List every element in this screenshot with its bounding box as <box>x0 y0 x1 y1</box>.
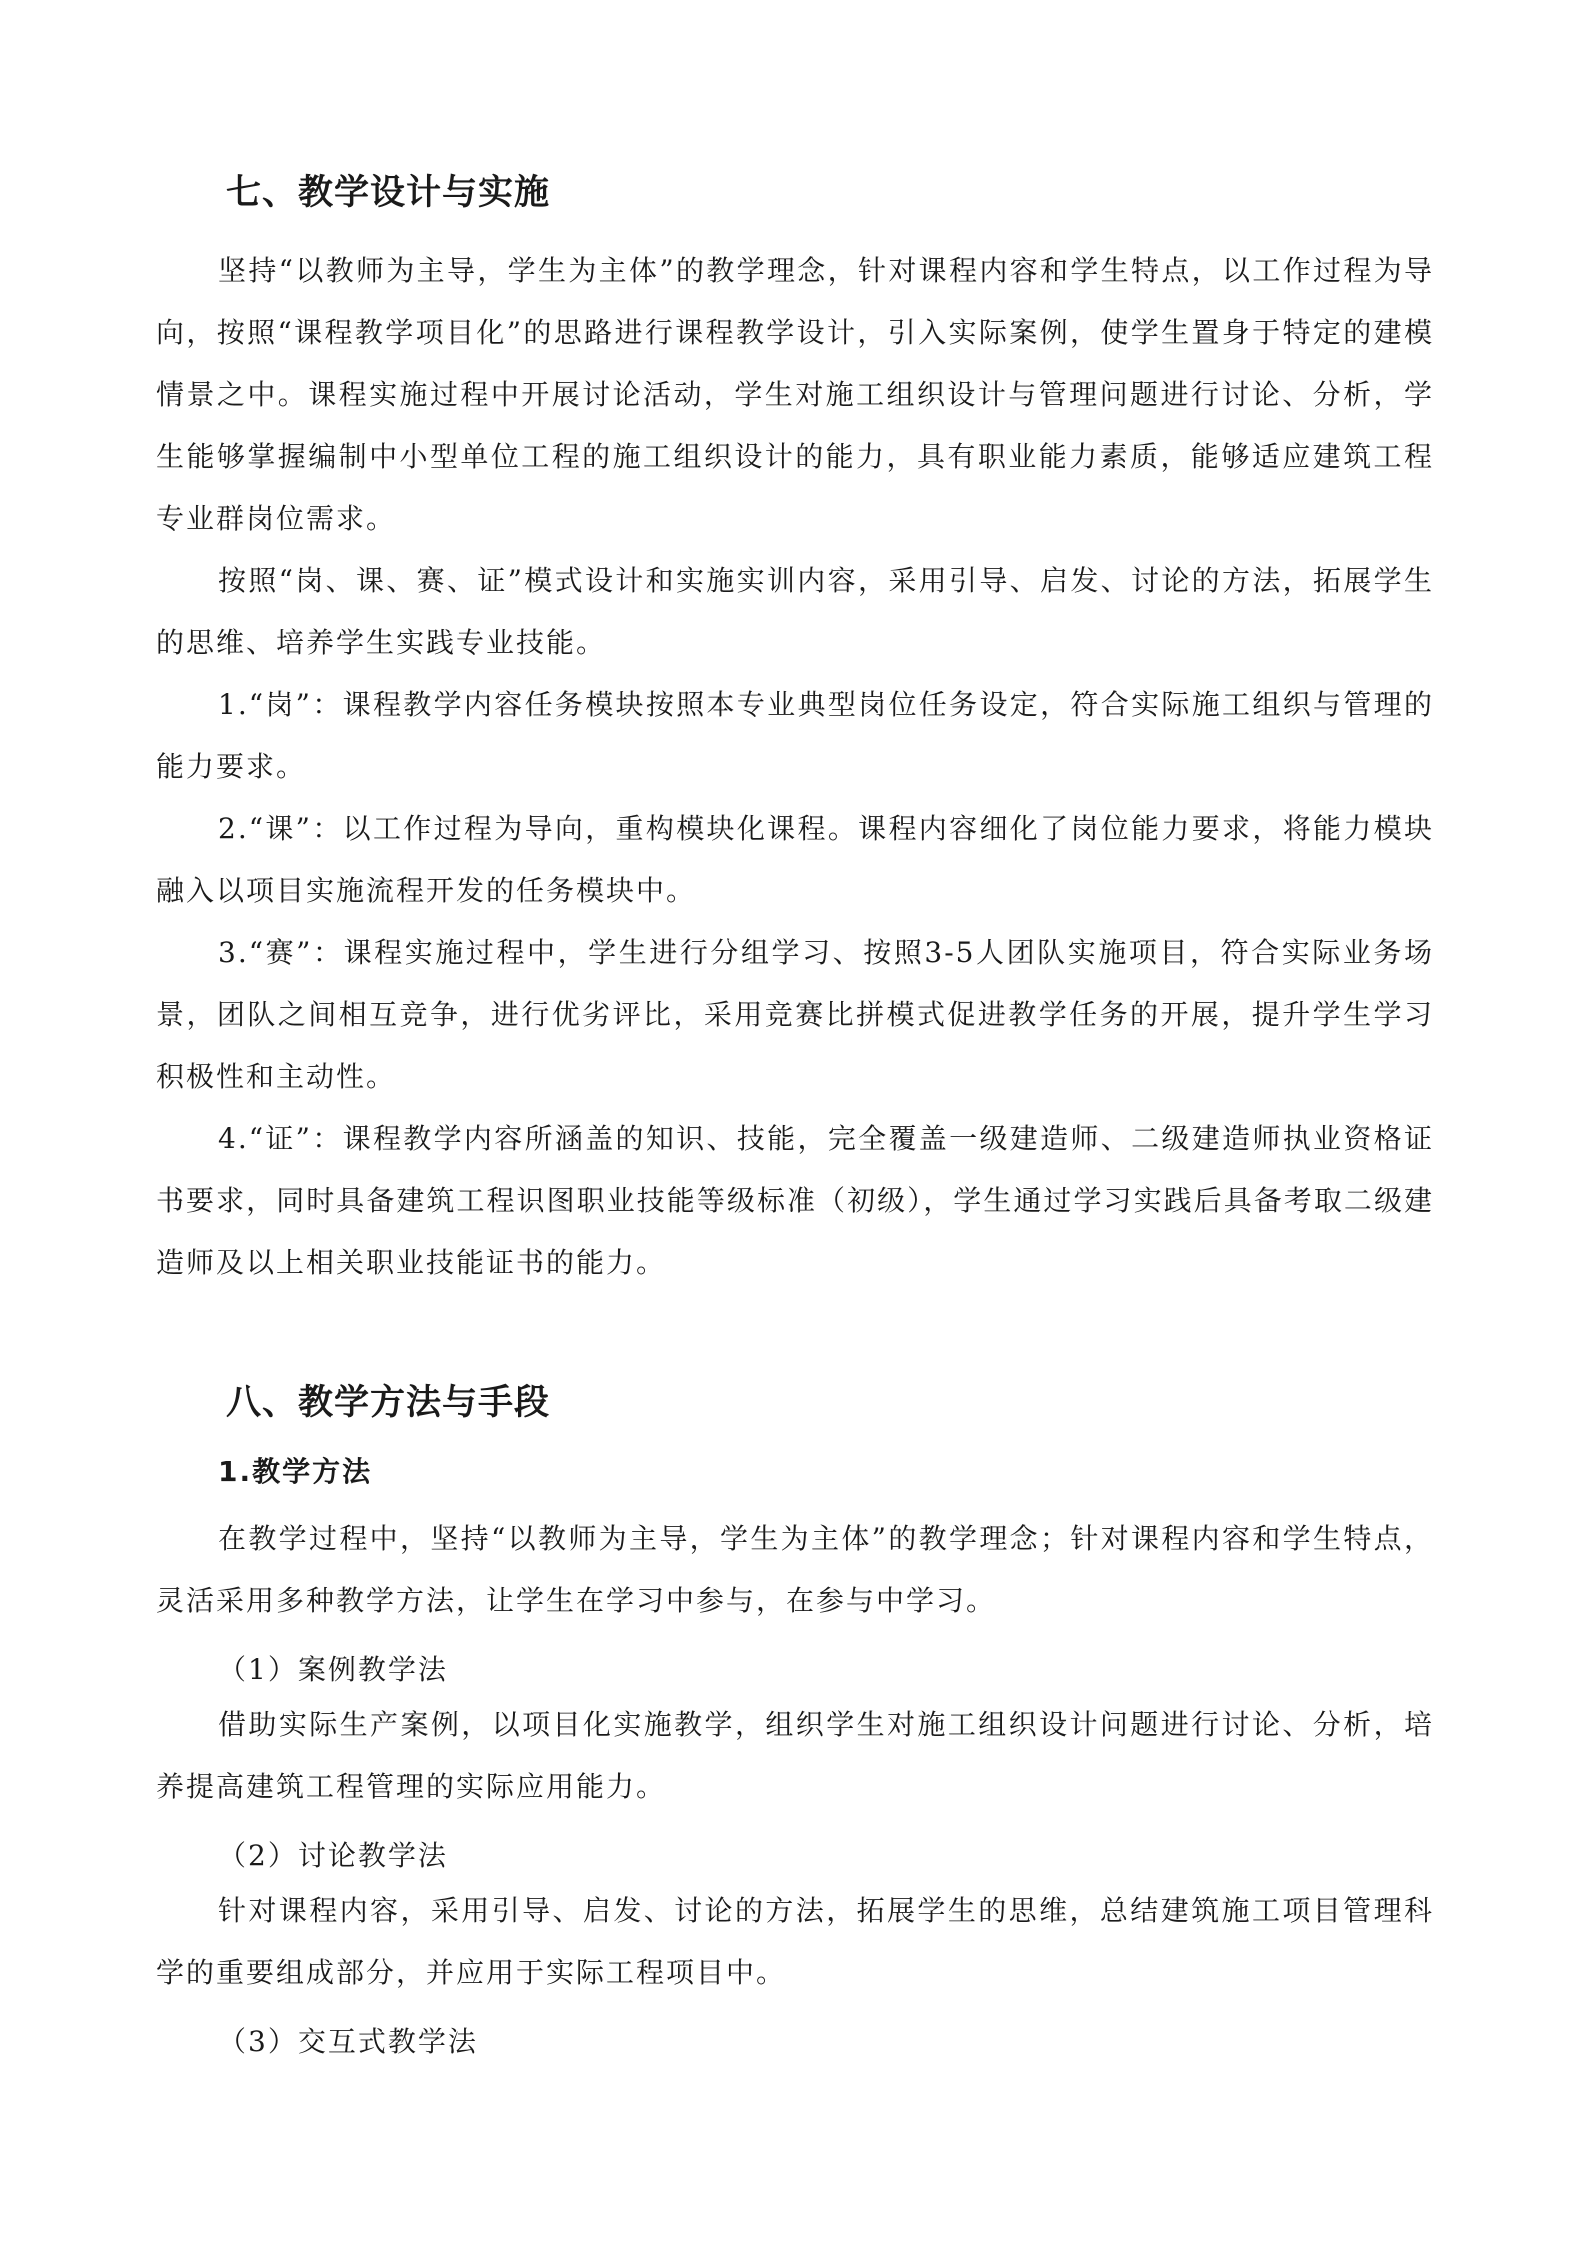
method-3-title: （3）交互式教学法 <box>218 2025 478 2058</box>
method-2-title: （2）讨论教学法 <box>218 1839 448 1872</box>
section-7-paragraph-2: 按照“岗、课、赛、证”模式设计和实施实训内容，采用引导、启发、讨论的方法，拓展学生的思维、培养学生实践专业技能。 <box>156 564 1434 659</box>
section-7-item-zheng: 4.“证”：课程教学内容所涵盖的知识、技能，完全覆盖一级建造师、二级建造师执业资格证书要求，同时具备建筑工程识图职业技能等级标准（初级），学生通过学习实践后具备考取二级建造师及以上相关职业技能证书的能力。 <box>156 1122 1434 1279</box>
method-2-text: 针对课程内容，采用引导、启发、讨论的方法，拓展学生的思维，总结建筑施工项目管理科学的重要组成部分，并应用于实际工程项目中。 <box>156 1894 1434 1989</box>
method-1-title: （1）案例教学法 <box>218 1653 448 1686</box>
section-8-heading: 八、教学方法与手段 <box>226 1383 551 1423</box>
section-8-subheading: 1.教学方法 <box>218 1455 373 1488</box>
section-7-item-gang: 1.“岗”：课程教学内容任务模块按照本专业典型岗位任务设定，符合实际施工组织与管理的能力要求。 <box>156 688 1434 783</box>
section-7-item-ke: 2.“课”：以工作过程为导向，重构模块化课程。课程内容细化了岗位能力要求，将能力模块融入以项目实施流程开发的任务模块中。 <box>156 812 1434 907</box>
method-1-text: 借助实际生产案例，以项目化实施教学，组织学生对施工组织设计问题进行讨论、分析，培养提高建筑工程管理的实际应用能力。 <box>156 1708 1434 1803</box>
section-8-intro: 在教学过程中，坚持“以教师为主导，学生为主体”的教学理念；针对课程内容和学生特点，灵活采用多种教学方法，让学生在学习中参与，在参与中学习。 <box>156 1522 1434 1617</box>
section-7-paragraph-1: 坚持“以教师为主导，学生为主体”的教学理念，针对课程内容和学生特点，以工作过程为导向，按照“课程教学项目化”的思路进行课程教学设计，引入实际案例，使学生置身于特定的建模情景之中。课程实施过程中开展讨论活动，学生对施工组织设计与管理问题进行讨论、分析，学生能够掌握编制中小型单位工程的施工组织设计的能力，具有职业能力素质，能够适应建筑工程专业群岗位需求。 <box>156 254 1434 535</box>
section-7-heading: 七、教学设计与实施 <box>226 173 551 213</box>
section-7-item-sai: 3.“赛”：课程实施过程中，学生进行分组学习、按照3-5人团队实施项目，符合实际业务场景，团队之间相互竞争，进行优劣评比，采用竞赛比拼模式促进教学任务的开展，提升学生学习积极性和主动性。 <box>156 936 1434 1093</box>
